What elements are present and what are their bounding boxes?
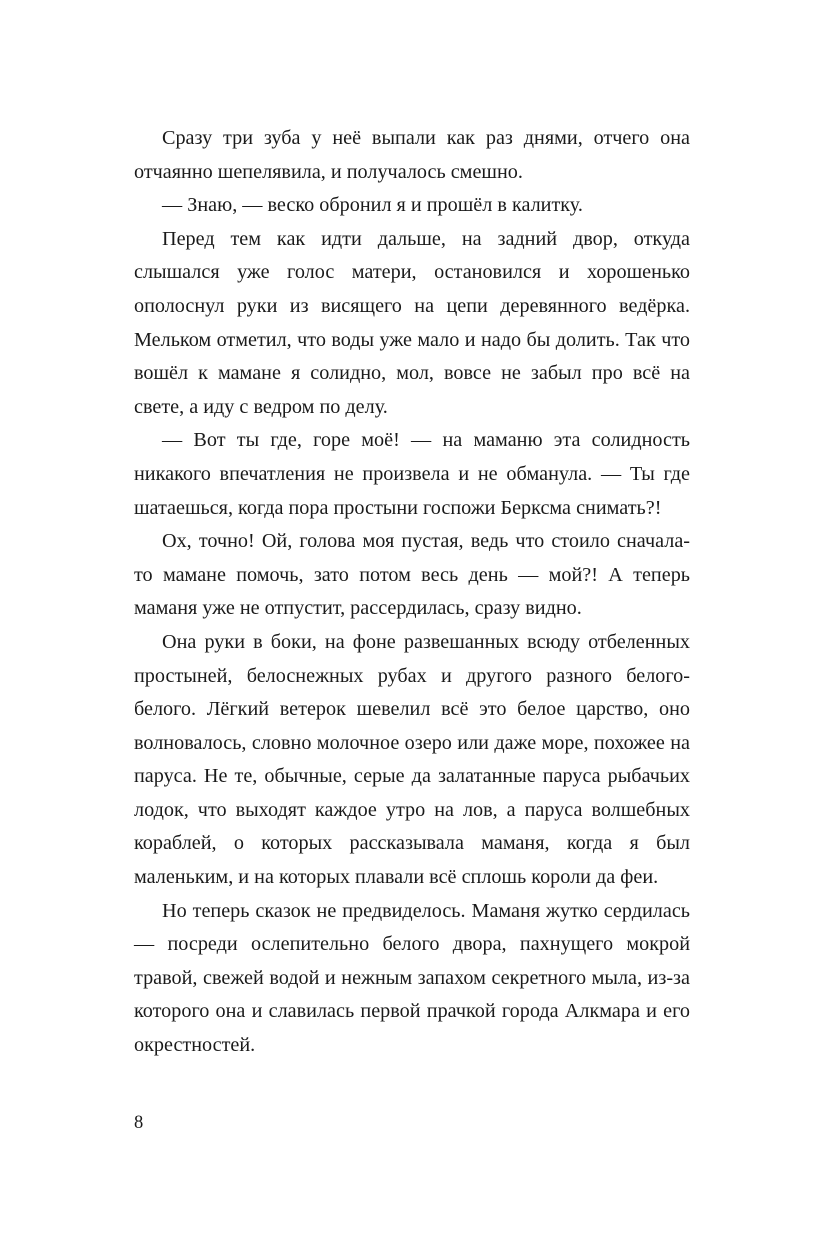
paragraph: Ох, точно! Ой, голова моя пустая, ведь что стоило сначала-то мамане помочь, зато потом весь день — мой?! А теперь маманя уже не отпустит, рассердилась, сразу видно.: [134, 530, 690, 620]
paragraph: Сразу три зуба у неё выпали как раз днями, отчего она отчаянно шепелявила, и получалось смешно.: [134, 127, 690, 183]
body-text-column: [134, 122, 690, 1063]
page-number: 8: [134, 1113, 144, 1133]
paragraph: Она руки в боки, на фоне развешанных всюду отбеленных простыней, белоснежных рубах и другого разного белого-белого. Лёгкий ветерок шевелил всё это белое царство, оно волновалось, словно молочное озеро или даже море, похожее на паруса. Не те, обычные, серые да залатанные паруса рыбачьих лодок, что выходят каждое утро на лов, а паруса волшебных кораблей, о которых рассказывала маманя, когда я был маленьким, и на которых плавали всё сплошь короли да феи.: [134, 630, 690, 889]
paragraph: Но теперь сказок не предвиделось. Маманя жутко сердилась — посреди ослепительно белого двора, пахнущего мокрой травой, свежей водой и нежным запахом секретного мыла, из-за которого она и славилась первой прачкой города Алкмара и его окрестностей.: [134, 899, 690, 1057]
paragraph-dialogue: — Знаю, — веско обронил я и прошёл в калитку.: [162, 194, 583, 217]
paragraph-dialogue: — Вот ты где, горе моё! — на маманю эта солидность никакого впечатления не произвела и не обманула. — Ты где шатаешься, когда пора простыни госпожи Берксма снимать?!: [134, 429, 690, 519]
paragraph: Перед тем как идти дальше, на задний двор, откуда слышался уже голос матери, остановился и хорошенько ополоснул руки из висящего на цепи деревянного ведёрка. Мельком отметил, что воды уже мало и надо бы долить. Так что вошёл к мамане я солидно, мол, вовсе не забыл про всё на свете, а иду с ведром по делу.: [134, 227, 690, 418]
